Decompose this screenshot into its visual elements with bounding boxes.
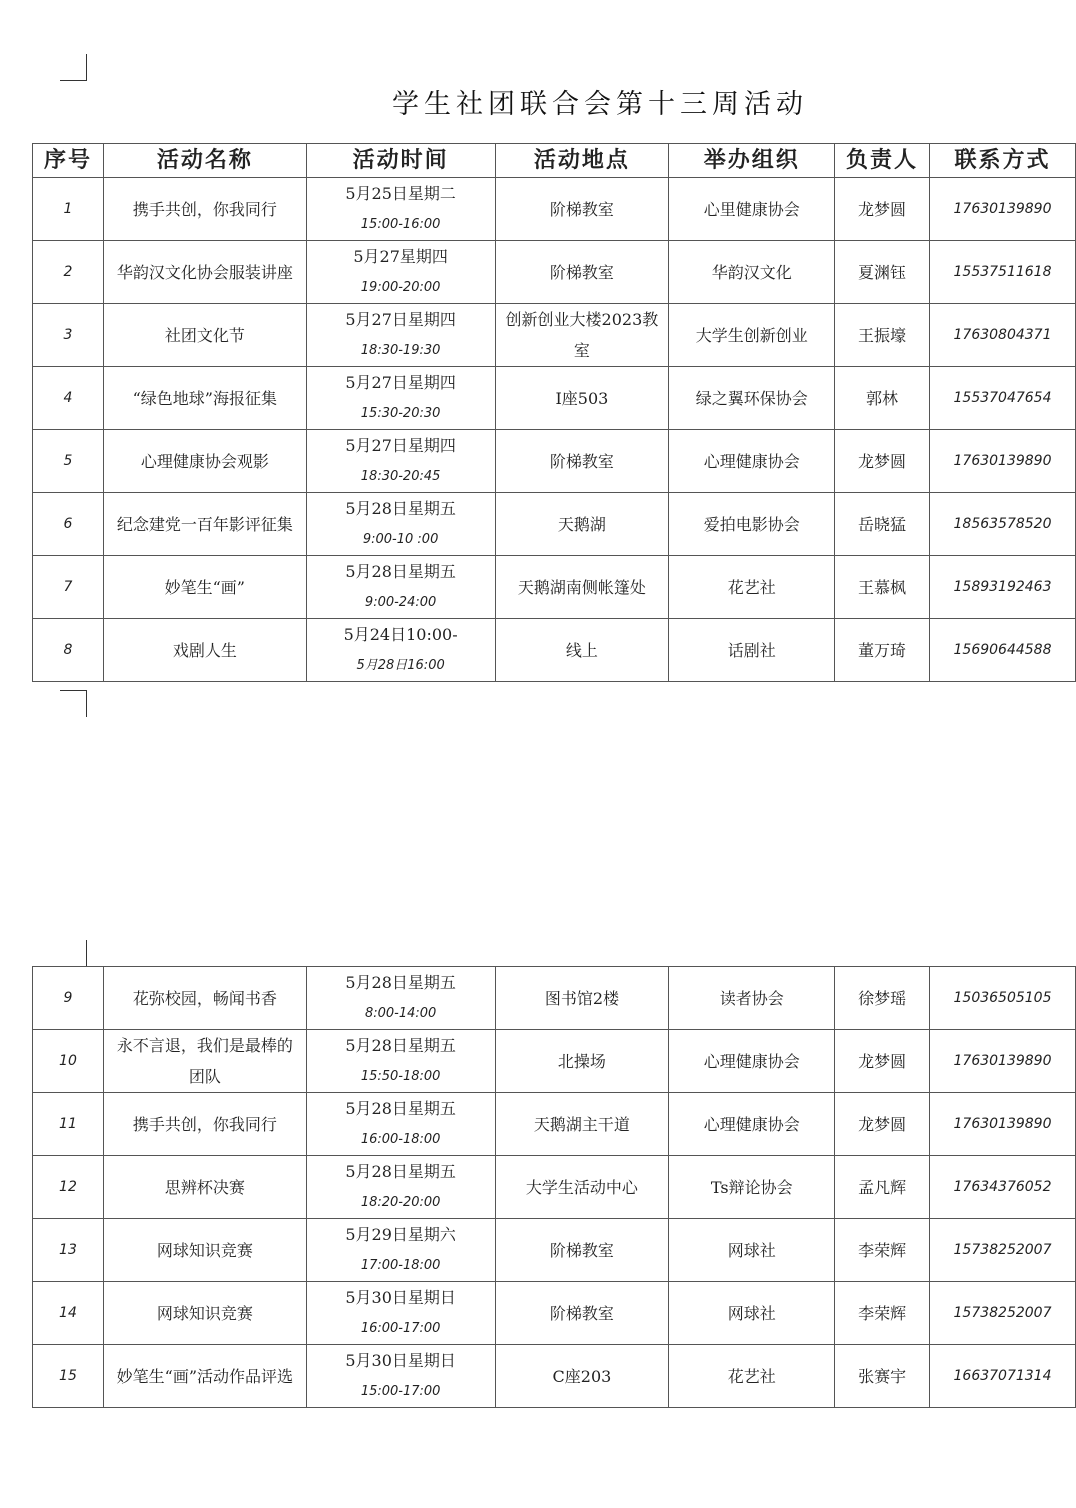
cell-activity-place: 北操场	[495, 1030, 669, 1093]
page-corner-mark	[60, 940, 87, 967]
table-row	[33, 967, 1076, 1030]
table-row	[33, 304, 1076, 367]
cell-index: 10	[33, 1030, 104, 1093]
cell-activity-name: 花弥校园，畅闻书香	[103, 967, 306, 1030]
time-range: 8:00-14:00	[364, 1006, 437, 1021]
cell-contact: 15537511618	[930, 241, 1076, 304]
cell-contact: 17630139890	[930, 430, 1076, 493]
table-row	[33, 556, 1076, 619]
header-contact: 联系方式	[930, 144, 1076, 178]
cell-activity-time	[306, 430, 495, 493]
cell-organizer: 爱拍电影协会	[669, 493, 835, 556]
cell-index: 4	[33, 367, 104, 430]
cell-activity-time	[306, 619, 495, 682]
time-date: 5月24日10:00-	[343, 625, 458, 644]
header-activity-place: 活动地点	[495, 144, 669, 178]
cell-activity-time	[306, 241, 495, 304]
cell-index: 14	[33, 1282, 104, 1345]
cell-activity-place: 天鹅湖主干道	[495, 1093, 669, 1156]
time-range: 16:00-18:00	[360, 1132, 441, 1147]
time-range: 18:20-20:00	[360, 1195, 441, 1210]
cell-organizer: 心理健康协会	[669, 430, 835, 493]
cell-contact: 15893192463	[930, 556, 1076, 619]
cell-activity-name: 妙笔生“画”活动作品评选	[103, 1345, 306, 1408]
time-range: 5月28日16:00	[356, 658, 445, 673]
cell-organizer: 华韵汉文化	[669, 241, 835, 304]
header-activity-time: 活动时间	[306, 144, 495, 178]
time-date: 5月27日星期四	[345, 373, 456, 392]
cell-index: 11	[33, 1093, 104, 1156]
time-date: 5月27日星期四	[345, 310, 456, 329]
document-title: 学生社团联合会第十三周活动	[392, 89, 808, 120]
table-row	[33, 1093, 1076, 1156]
cell-organizer: 话剧社	[669, 619, 835, 682]
cell-activity-time	[306, 1282, 495, 1345]
cell-activity-place: C座203	[495, 1345, 669, 1408]
cell-activity-time	[306, 556, 495, 619]
activity-table-part1	[32, 143, 1076, 682]
cell-person-in-charge: 龙梦圆	[835, 430, 930, 493]
cell-activity-place: 阶梯教室	[495, 1282, 669, 1345]
cell-organizer: Ts辩论协会	[669, 1156, 835, 1219]
cell-activity-place: 天鹅湖南侧帐篷处	[495, 556, 669, 619]
cell-index: 5	[33, 430, 104, 493]
page-corner-mark	[60, 54, 87, 81]
cell-index: 8	[33, 619, 104, 682]
time-range: 9:00-10 :00	[362, 532, 439, 547]
time-date: 5月28日星期五	[345, 973, 456, 992]
cell-activity-place: 天鹅湖	[495, 493, 669, 556]
header-person-in-charge: 负责人	[835, 144, 930, 178]
cell-activity-place: 图书馆2楼	[495, 967, 669, 1030]
cell-organizer: 花艺社	[669, 1345, 835, 1408]
cell-activity-name: 网球知识竞赛	[103, 1282, 306, 1345]
cell-activity-time	[306, 1093, 495, 1156]
cell-contact: 15738252007	[930, 1282, 1076, 1345]
cell-organizer: 心里健康协会	[669, 178, 835, 241]
cell-index: 15	[33, 1345, 104, 1408]
cell-index: 1	[33, 178, 104, 241]
time-date: 5月28日星期五	[345, 562, 456, 581]
time-date: 5月30日星期日	[345, 1288, 456, 1307]
cell-organizer: 花艺社	[669, 556, 835, 619]
cell-activity-time	[306, 967, 495, 1030]
cell-contact: 16637071314	[930, 1345, 1076, 1408]
cell-activity-name: 戏剧人生	[103, 619, 306, 682]
cell-activity-place: 创新创业大楼2023教室	[495, 304, 669, 367]
table-row	[33, 1345, 1076, 1408]
table-row	[33, 241, 1076, 304]
header-organizer: 举办组织	[669, 144, 835, 178]
time-date: 5月28日星期五	[345, 1036, 456, 1055]
cell-activity-name: 心理健康协会观影	[103, 430, 306, 493]
table-row	[33, 1156, 1076, 1219]
time-date: 5月28日星期五	[345, 499, 456, 518]
header-index: 序号	[33, 144, 104, 178]
cell-person-in-charge: 李荣辉	[835, 1219, 930, 1282]
cell-activity-name: 纪念建党一百年影评征集	[103, 493, 306, 556]
cell-person-in-charge: 孟凡辉	[835, 1156, 930, 1219]
cell-index: 2	[33, 241, 104, 304]
cell-activity-name: 携手共创，你我同行	[103, 1093, 306, 1156]
cell-contact: 15537047654	[930, 367, 1076, 430]
header-activity-name: 活动名称	[103, 144, 306, 178]
cell-contact: 17630139890	[930, 1093, 1076, 1156]
cell-person-in-charge: 龙梦圆	[835, 1093, 930, 1156]
cell-person-in-charge: 张赛宇	[835, 1345, 930, 1408]
table-row	[33, 493, 1076, 556]
cell-activity-place: I座503	[495, 367, 669, 430]
cell-person-in-charge: 岳晓猛	[835, 493, 930, 556]
time-range: 15:30-20:30	[360, 406, 441, 421]
cell-organizer: 网球社	[669, 1282, 835, 1345]
cell-activity-name: 社团文化节	[103, 304, 306, 367]
time-range: 17:00-18:00	[360, 1258, 441, 1273]
cell-activity-name: “绿色地球”海报征集	[103, 367, 306, 430]
table-row	[33, 1030, 1076, 1093]
cell-contact: 15690644588	[930, 619, 1076, 682]
cell-activity-time	[306, 178, 495, 241]
cell-person-in-charge: 龙梦圆	[835, 178, 930, 241]
cell-contact: 17634376052	[930, 1156, 1076, 1219]
cell-organizer: 心理健康协会	[669, 1030, 835, 1093]
time-range: 16:00-17:00	[360, 1321, 441, 1336]
cell-activity-place: 阶梯教室	[495, 178, 669, 241]
cell-person-in-charge: 龙梦圆	[835, 1030, 930, 1093]
cell-activity-time	[306, 367, 495, 430]
cell-index: 7	[33, 556, 104, 619]
time-range: 15:00-16:00	[360, 217, 441, 232]
cell-index: 6	[33, 493, 104, 556]
cell-activity-name: 永不言退，我们是最棒的团队	[103, 1030, 306, 1093]
time-date: 5月28日星期五	[345, 1099, 456, 1118]
cell-activity-time	[306, 1156, 495, 1219]
cell-index: 13	[33, 1219, 104, 1282]
cell-activity-name: 妙笔生“画”	[103, 556, 306, 619]
activity-table-part2	[32, 966, 1076, 1408]
cell-contact: 15738252007	[930, 1219, 1076, 1282]
cell-contact: 18563578520	[930, 493, 1076, 556]
cell-activity-place: 阶梯教室	[495, 430, 669, 493]
time-range: 15:00-17:00	[360, 1384, 441, 1399]
table-row	[33, 178, 1076, 241]
time-date: 5月29日星期六	[345, 1225, 456, 1244]
time-date: 5月27星期四	[353, 247, 448, 266]
cell-person-in-charge: 李荣辉	[835, 1282, 930, 1345]
cell-person-in-charge: 董万琦	[835, 619, 930, 682]
cell-activity-time	[306, 304, 495, 367]
table-row	[33, 619, 1076, 682]
cell-contact: 17630804371	[930, 304, 1076, 367]
cell-activity-name: 思辨杯决赛	[103, 1156, 306, 1219]
time-date: 5月30日星期日	[345, 1351, 456, 1370]
cell-person-in-charge: 夏渊钰	[835, 241, 930, 304]
cell-person-in-charge: 郭林	[835, 367, 930, 430]
cell-activity-place: 线上	[495, 619, 669, 682]
cell-activity-name: 华韵汉文化协会服装讲座	[103, 241, 306, 304]
cell-contact: 17630139890	[930, 178, 1076, 241]
cell-activity-name: 携手共创，你我同行	[103, 178, 306, 241]
table-row	[33, 430, 1076, 493]
table-row	[33, 1282, 1076, 1345]
cell-organizer: 网球社	[669, 1219, 835, 1282]
cell-activity-time	[306, 1345, 495, 1408]
time-range: 9:00-24:00	[364, 595, 437, 610]
cell-activity-time	[306, 1219, 495, 1282]
time-range: 15:50-18:00	[360, 1069, 441, 1084]
cell-activity-place: 大学生活动中心	[495, 1156, 669, 1219]
cell-activity-place: 阶梯教室	[495, 1219, 669, 1282]
time-date: 5月27日星期四	[345, 436, 456, 455]
cell-person-in-charge: 徐梦瑶	[835, 967, 930, 1030]
cell-contact: 17630139890	[930, 1030, 1076, 1093]
table-row	[33, 1219, 1076, 1282]
time-range: 18:30-19:30	[360, 343, 441, 358]
table-row	[33, 367, 1076, 430]
cell-activity-time	[306, 493, 495, 556]
cell-index: 9	[33, 967, 104, 1030]
time-date: 5月28日星期五	[345, 1162, 456, 1181]
table-header-row	[33, 144, 1076, 178]
page-corner-mark	[60, 690, 87, 717]
cell-organizer: 大学生创新创业	[669, 304, 835, 367]
cell-person-in-charge: 王振壕	[835, 304, 930, 367]
time-range: 18:30-20:45	[360, 469, 441, 484]
time-range: 19:00-20:00	[360, 280, 441, 295]
time-date: 5月25日星期二	[345, 184, 456, 203]
cell-activity-name: 网球知识竞赛	[103, 1219, 306, 1282]
cell-organizer: 绿之翼环保协会	[669, 367, 835, 430]
cell-organizer: 心理健康协会	[669, 1093, 835, 1156]
cell-activity-place: 阶梯教室	[495, 241, 669, 304]
cell-activity-time	[306, 1030, 495, 1093]
cell-index: 3	[33, 304, 104, 367]
cell-organizer: 读者协会	[669, 967, 835, 1030]
cell-contact: 15036505105	[930, 967, 1076, 1030]
cell-person-in-charge: 王慕枫	[835, 556, 930, 619]
cell-index: 12	[33, 1156, 104, 1219]
